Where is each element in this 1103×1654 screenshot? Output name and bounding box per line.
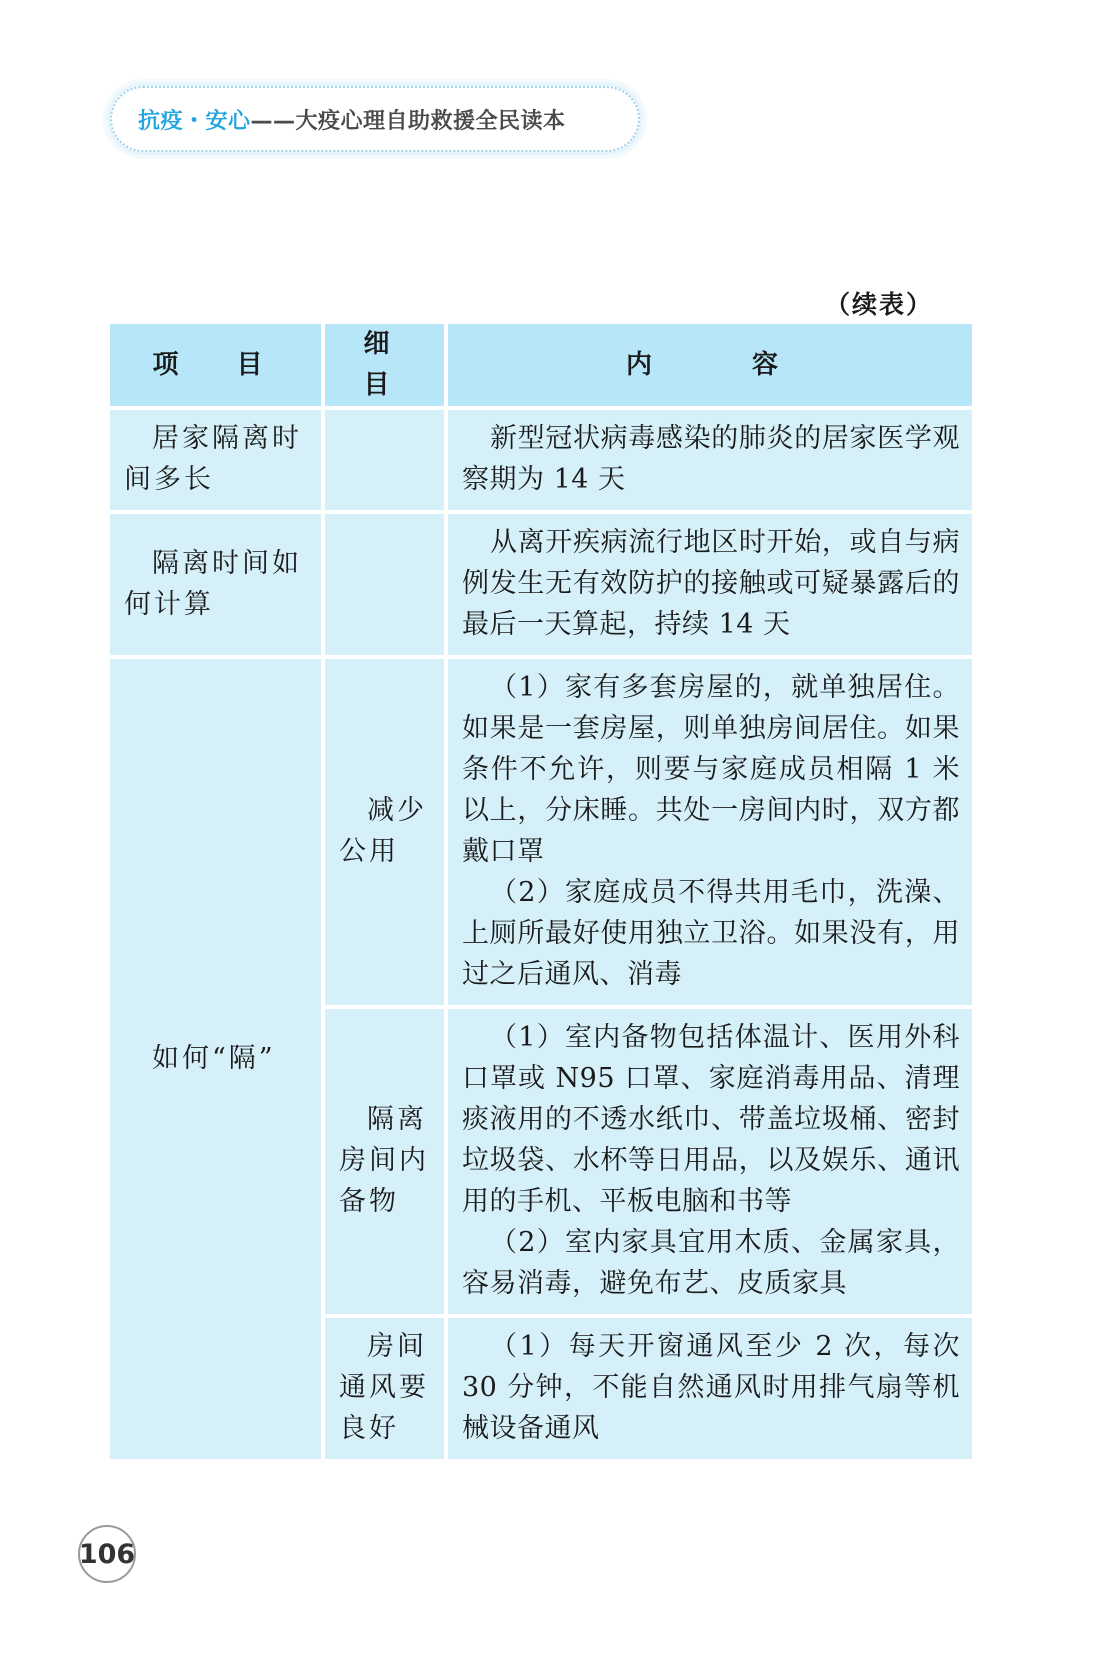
row-item: 居家隔离时间多长 (110, 406, 325, 510)
quarantine-table (110, 324, 972, 1459)
row-content: （1）每天开窗通风至少 2 次，每次 30 分钟，不能自然通风时用排气扇等机械设备通风 (448, 1314, 972, 1459)
page-number: 106 (78, 1525, 136, 1583)
row-subitem: 房间通风要良好 (325, 1314, 448, 1459)
row-content: 从离开疾病流行地区时开始，或自与病例发生无有效防护的接触或可疑暴露后的最后一天算起，持续 14 天 (448, 510, 972, 655)
row-content: 新型冠状病毒感染的肺炎的居家医学观察期为 14 天 (448, 406, 972, 510)
table-header-row (110, 324, 972, 406)
table-row (110, 655, 972, 1005)
continued-label: （续表） (825, 290, 934, 319)
book-title-badge (110, 86, 640, 152)
row-content: （1）室内备物包括体温计、医用外科口罩或 N95 口罩、家庭消毒用品、清理痰液用的不透水纸巾、带盖垃圾桶、密封垃圾袋、水杯等日用品，以及娱乐、通讯用的手机、平板电脑和书等 （2）室内家具宜用木质、金属家具，容易消毒，避免布艺、皮质家具 (448, 1005, 972, 1314)
header-content: 内 容 (448, 324, 972, 406)
row-item: 如何“隔” (110, 655, 325, 1459)
header-subitem: 细 目 (325, 324, 448, 406)
book-title-part2: ——大疫心理自助救援全民读本 (250, 108, 566, 134)
row-subitem: 隔离房间内备物 (325, 1005, 448, 1314)
row-content: （1）家有多套房屋的，就单独居住。如果是一套房屋，则单独房间居住。如果条件不允许，则要与家庭成员相隔 1 米以上，分床睡。共处一房间内时，双方都戴口罩 （2）家庭成员不得共用毛巾，洗澡、上厕所最好使用独立卫浴。如果没有，用过之后通风、消毒 (448, 655, 972, 1005)
row-subitem (325, 510, 448, 655)
row-item: 隔离时间如何计算 (110, 510, 325, 655)
row-subitem: 减少公用 (325, 655, 448, 1005)
book-title-part1: 抗疫・安心 (138, 108, 251, 134)
header-item: 项 目 (110, 324, 325, 406)
table-row (110, 510, 972, 655)
table-row (110, 406, 972, 510)
row-subitem (325, 406, 448, 510)
